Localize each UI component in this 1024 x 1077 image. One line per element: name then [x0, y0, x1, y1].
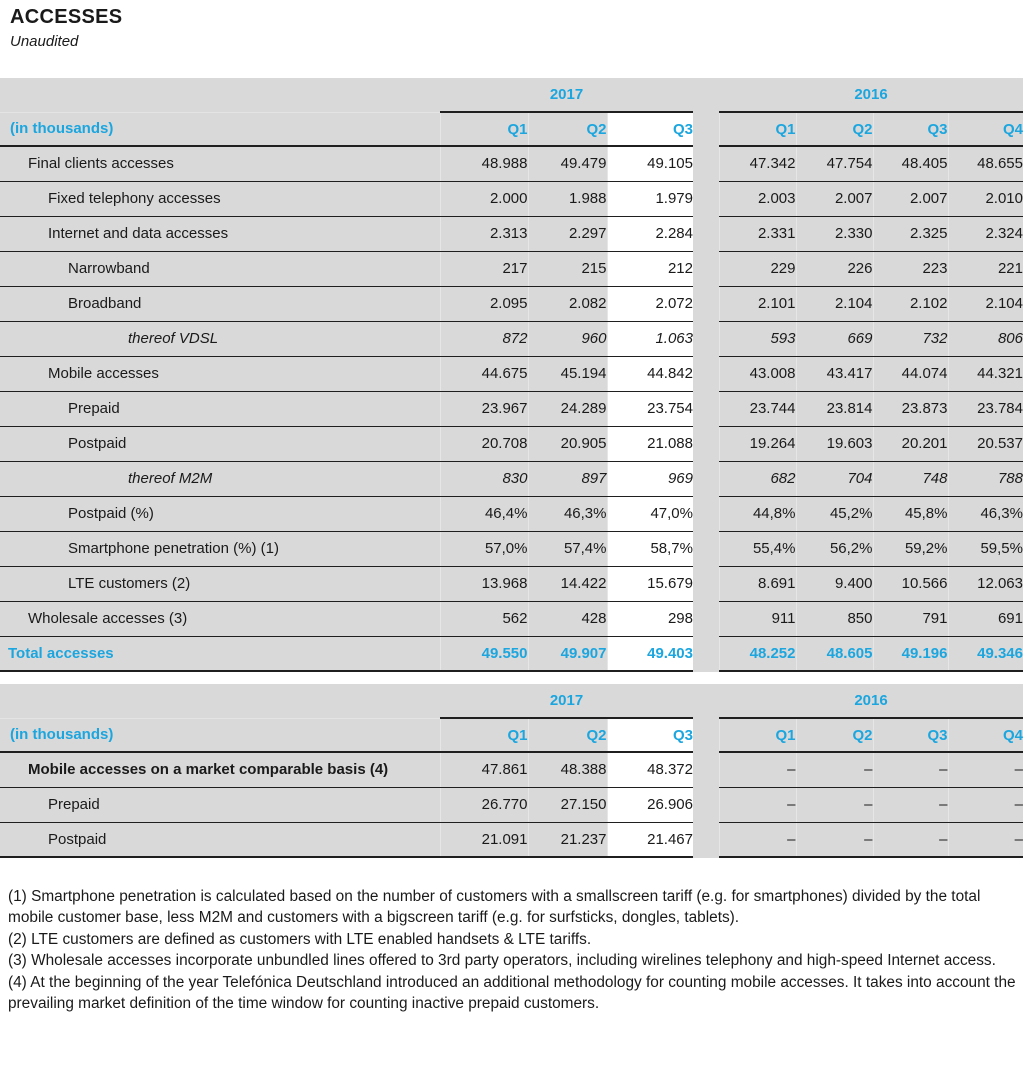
value-cell: 45,2%: [796, 496, 873, 531]
table-row: [0, 146, 1023, 181]
table-row: [0, 636, 1023, 671]
footnotes: [8, 886, 1016, 1014]
value-cell: 1.063: [607, 321, 693, 356]
value-cell: 229: [719, 251, 796, 286]
value-cell: 48.388: [528, 752, 607, 787]
footnote-1: (1) Smartphone penetration is calculated based on the number of customers with a smallscreen tariff (e.g. for smartphones) divided by the total mobile customer base, less M2M and customers with a bigscreen tariff (e.g. for surfsticks, dongles, tablets).: [8, 888, 981, 927]
value-cell: –: [873, 752, 948, 787]
quarter-header-2016-Q4: Q4: [948, 112, 1023, 146]
row-label: thereof VDSL: [0, 321, 440, 356]
row-label: Mobile accesses on a market comparable basis (4): [0, 752, 440, 787]
quarter-header-2016-Q2: Q2: [796, 718, 873, 752]
group-gap: [693, 391, 719, 426]
value-cell: 21.091: [440, 822, 528, 857]
quarter-header-2017-Q2: Q2: [528, 718, 607, 752]
group-gap: [693, 496, 719, 531]
value-cell: 13.968: [440, 566, 528, 601]
group-gap: [693, 718, 719, 752]
value-cell: 23.967: [440, 391, 528, 426]
group-gap: [693, 146, 719, 181]
value-cell: 704: [796, 461, 873, 496]
value-cell: 593: [719, 321, 796, 356]
value-cell: 19.603: [796, 426, 873, 461]
row-label: Postpaid: [0, 822, 440, 857]
group-gap: [693, 601, 719, 636]
group-gap: [693, 286, 719, 321]
year-header-row: [0, 684, 1023, 718]
group-gap: [693, 321, 719, 356]
table-row: [0, 601, 1023, 636]
value-cell: 24.289: [528, 391, 607, 426]
value-cell: 2.082: [528, 286, 607, 321]
quarter-header-row: [0, 112, 1023, 146]
value-cell: 2.095: [440, 286, 528, 321]
row-label: LTE customers (2): [0, 566, 440, 601]
quarter-header-2016-Q4: Q4: [948, 718, 1023, 752]
value-cell: –: [948, 822, 1023, 857]
value-cell: 2.007: [796, 181, 873, 216]
value-cell: 226: [796, 251, 873, 286]
value-cell: 911: [719, 601, 796, 636]
table-row: [0, 356, 1023, 391]
value-cell: 223: [873, 251, 948, 286]
quarter-header-2017-Q1: Q1: [440, 718, 528, 752]
value-cell: 2.102: [873, 286, 948, 321]
group-gap: [693, 684, 719, 718]
year-row-label-spacer: [0, 684, 440, 718]
quarter-header-2016-Q1: Q1: [719, 718, 796, 752]
value-cell: 48.405: [873, 146, 948, 181]
value-cell: 806: [948, 321, 1023, 356]
row-label: Narrowband: [0, 251, 440, 286]
value-cell: –: [719, 822, 796, 857]
table-row: [0, 531, 1023, 566]
group-gap: [693, 752, 719, 787]
value-cell: 8.691: [719, 566, 796, 601]
row-label: Smartphone penetration (%) (1): [0, 531, 440, 566]
value-cell: 44.321: [948, 356, 1023, 391]
quarter-header-2017-Q3: Q3: [607, 112, 693, 146]
value-cell: 10.566: [873, 566, 948, 601]
value-cell: 21.237: [528, 822, 607, 857]
quarter-header-2016-Q3: Q3: [873, 112, 948, 146]
value-cell: 20.708: [440, 426, 528, 461]
value-cell: 23.744: [719, 391, 796, 426]
value-cell: 960: [528, 321, 607, 356]
value-cell: –: [796, 822, 873, 857]
year-header-row: [0, 78, 1023, 112]
value-cell: –: [873, 787, 948, 822]
value-cell: 298: [607, 601, 693, 636]
table-row: [0, 321, 1023, 356]
value-cell: 49.907: [528, 636, 607, 671]
group-gap: [693, 531, 719, 566]
table-row: [0, 216, 1023, 251]
value-cell: 44.074: [873, 356, 948, 391]
value-cell: 26.906: [607, 787, 693, 822]
value-cell: 59,5%: [948, 531, 1023, 566]
value-cell: 2.325: [873, 216, 948, 251]
value-cell: 57,4%: [528, 531, 607, 566]
value-cell: –: [948, 787, 1023, 822]
value-cell: 49.105: [607, 146, 693, 181]
value-cell: 48.655: [948, 146, 1023, 181]
value-cell: 691: [948, 601, 1023, 636]
value-cell: 20.537: [948, 426, 1023, 461]
value-cell: –: [719, 752, 796, 787]
value-cell: 47.754: [796, 146, 873, 181]
group-gap: [693, 461, 719, 496]
row-label: Postpaid (%): [0, 496, 440, 531]
value-cell: 23.754: [607, 391, 693, 426]
value-cell: 2.000: [440, 181, 528, 216]
year-header-2016: 2016: [719, 78, 1023, 112]
quarter-header-2016-Q3: Q3: [873, 718, 948, 752]
row-label: Internet and data accesses: [0, 216, 440, 251]
value-cell: 23.873: [873, 391, 948, 426]
value-cell: 49.550: [440, 636, 528, 671]
unit-label: (in thousands): [0, 718, 440, 752]
year-row-label-spacer: [0, 78, 440, 112]
value-cell: 897: [528, 461, 607, 496]
value-cell: 55,4%: [719, 531, 796, 566]
value-cell: 47,0%: [607, 496, 693, 531]
value-cell: 2.101: [719, 286, 796, 321]
value-cell: –: [719, 787, 796, 822]
value-cell: 21.467: [607, 822, 693, 857]
group-gap: [693, 636, 719, 671]
table-row: [0, 286, 1023, 321]
accesses-table: [0, 78, 1023, 672]
value-cell: 562: [440, 601, 528, 636]
group-gap: [693, 787, 719, 822]
value-cell: 2.331: [719, 216, 796, 251]
value-cell: 48.605: [796, 636, 873, 671]
value-cell: 49.196: [873, 636, 948, 671]
value-cell: 57,0%: [440, 531, 528, 566]
value-cell: 2.104: [948, 286, 1023, 321]
value-cell: 748: [873, 461, 948, 496]
value-cell: 48.988: [440, 146, 528, 181]
value-cell: 23.814: [796, 391, 873, 426]
value-cell: 43.417: [796, 356, 873, 391]
value-cell: 59,2%: [873, 531, 948, 566]
table-row: [0, 566, 1023, 601]
value-cell: 20.201: [873, 426, 948, 461]
row-label: Mobile accesses: [0, 356, 440, 391]
value-cell: 2.297: [528, 216, 607, 251]
value-cell: 217: [440, 251, 528, 286]
value-cell: –: [796, 752, 873, 787]
group-gap: [693, 822, 719, 857]
value-cell: –: [873, 822, 948, 857]
audit-status: Unaudited: [10, 33, 79, 50]
value-cell: 2.330: [796, 216, 873, 251]
row-label: Final clients accesses: [0, 146, 440, 181]
value-cell: 58,7%: [607, 531, 693, 566]
value-cell: 788: [948, 461, 1023, 496]
group-gap: [693, 112, 719, 146]
market-comparable-table: [0, 684, 1023, 858]
value-cell: 47.861: [440, 752, 528, 787]
value-cell: –: [948, 752, 1023, 787]
quarter-header-row: [0, 718, 1023, 752]
value-cell: 48.252: [719, 636, 796, 671]
value-cell: 669: [796, 321, 873, 356]
value-cell: 1.988: [528, 181, 607, 216]
value-cell: 9.400: [796, 566, 873, 601]
value-cell: 15.679: [607, 566, 693, 601]
value-cell: 2.324: [948, 216, 1023, 251]
value-cell: 26.770: [440, 787, 528, 822]
value-cell: 45,8%: [873, 496, 948, 531]
quarter-header-2016-Q1: Q1: [719, 112, 796, 146]
table-row: [0, 496, 1023, 531]
value-cell: 2.010: [948, 181, 1023, 216]
quarter-header-2017-Q1: Q1: [440, 112, 528, 146]
year-header-2017: 2017: [440, 78, 693, 112]
value-cell: 46,4%: [440, 496, 528, 531]
value-cell: 2.007: [873, 181, 948, 216]
year-header-2016: 2016: [719, 684, 1023, 718]
row-label: thereof M2M: [0, 461, 440, 496]
value-cell: 49.479: [528, 146, 607, 181]
year-header-2017: 2017: [440, 684, 693, 718]
footnote-2: (2) LTE customers are defined as customers with LTE enabled handsets & LTE tariffs.: [8, 930, 592, 948]
unit-label: (in thousands): [0, 112, 440, 146]
value-cell: 47.342: [719, 146, 796, 181]
value-cell: 872: [440, 321, 528, 356]
value-cell: 2.072: [607, 286, 693, 321]
group-gap: [693, 356, 719, 391]
value-cell: 44.842: [607, 356, 693, 391]
quarter-header-2016-Q2: Q2: [796, 112, 873, 146]
value-cell: 45.194: [528, 356, 607, 391]
value-cell: 215: [528, 251, 607, 286]
group-gap: [693, 566, 719, 601]
value-cell: 46,3%: [948, 496, 1023, 531]
table-row: [0, 461, 1023, 496]
value-cell: 46,3%: [528, 496, 607, 531]
table-row: [0, 391, 1023, 426]
value-cell: 2.313: [440, 216, 528, 251]
row-label: Broadband: [0, 286, 440, 321]
value-cell: 830: [440, 461, 528, 496]
page-title: ACCESSES: [10, 6, 123, 28]
row-label: Fixed telephony accesses: [0, 181, 440, 216]
value-cell: 20.905: [528, 426, 607, 461]
group-gap: [693, 426, 719, 461]
value-cell: 12.063: [948, 566, 1023, 601]
value-cell: –: [796, 787, 873, 822]
value-cell: 2.003: [719, 181, 796, 216]
value-cell: 44,8%: [719, 496, 796, 531]
table-row: [0, 752, 1023, 787]
value-cell: 21.088: [607, 426, 693, 461]
value-cell: 212: [607, 251, 693, 286]
row-label: Total accesses: [0, 636, 440, 671]
value-cell: 14.422: [528, 566, 607, 601]
table-row: [0, 822, 1023, 857]
row-label: Postpaid: [0, 426, 440, 461]
table-row: [0, 251, 1023, 286]
value-cell: 969: [607, 461, 693, 496]
table-row: [0, 426, 1023, 461]
row-label: Prepaid: [0, 787, 440, 822]
group-gap: [693, 216, 719, 251]
value-cell: 48.372: [607, 752, 693, 787]
row-label: Wholesale accesses (3): [0, 601, 440, 636]
footnote-3: (3) Wholesale accesses incorporate unbundled lines offered to 3rd party operators, including wirelines telephony and high-speed Internet access.: [8, 952, 996, 970]
value-cell: 428: [528, 601, 607, 636]
value-cell: 43.008: [719, 356, 796, 391]
value-cell: 682: [719, 461, 796, 496]
group-gap: [693, 251, 719, 286]
value-cell: 2.104: [796, 286, 873, 321]
value-cell: 56,2%: [796, 531, 873, 566]
table-row: [0, 181, 1023, 216]
group-gap: [693, 181, 719, 216]
group-gap: [693, 78, 719, 112]
row-label: Prepaid: [0, 391, 440, 426]
value-cell: 221: [948, 251, 1023, 286]
value-cell: 19.264: [719, 426, 796, 461]
quarter-header-2017-Q3: Q3: [607, 718, 693, 752]
value-cell: 850: [796, 601, 873, 636]
value-cell: 44.675: [440, 356, 528, 391]
value-cell: 791: [873, 601, 948, 636]
value-cell: 2.284: [607, 216, 693, 251]
footnote-4: (4) At the beginning of the year Telefónica Deutschland introduced an additional methodology for counting mobile accesses. It takes into account the prevailing market definition of the time window for counting inactive prepaid customers.: [8, 973, 1016, 1013]
value-cell: 49.346: [948, 636, 1023, 671]
value-cell: 27.150: [528, 787, 607, 822]
value-cell: 732: [873, 321, 948, 356]
quarter-header-2017-Q2: Q2: [528, 112, 607, 146]
table-row: [0, 787, 1023, 822]
value-cell: 1.979: [607, 181, 693, 216]
value-cell: 49.403: [607, 636, 693, 671]
value-cell: 23.784: [948, 391, 1023, 426]
